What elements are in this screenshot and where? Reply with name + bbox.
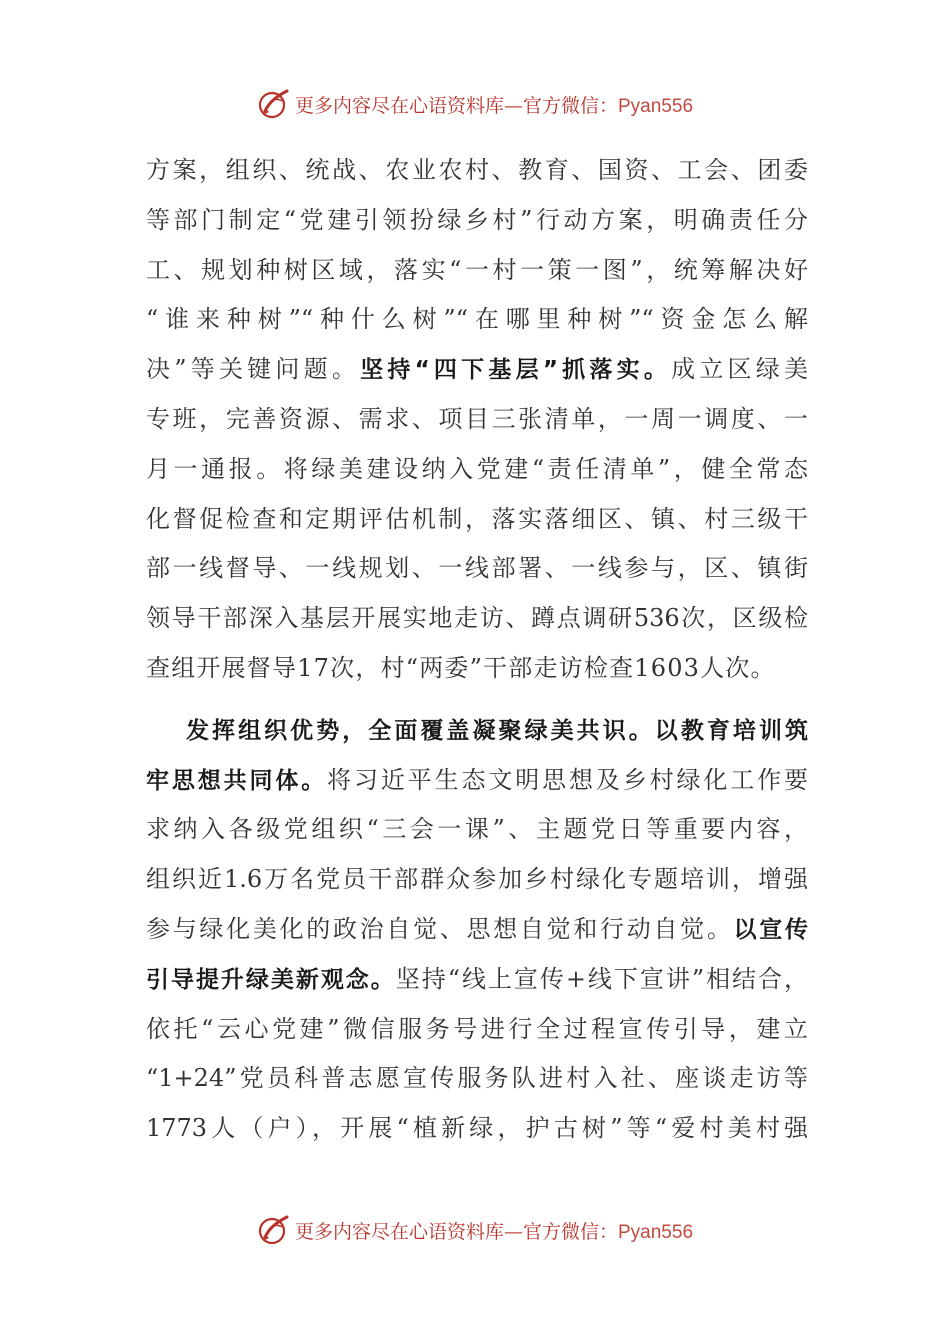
watermark-text <box>295 1217 693 1244</box>
bold-heading: 发挥组织优势，全面覆盖凝聚绿美共识。以教育培训筑 <box>186 717 808 744</box>
watermark-wechat-id: Pyan556 <box>618 1221 694 1243</box>
footer-watermark <box>0 1210 950 1250</box>
text-line <box>146 905 808 955</box>
text-line: 依托“云心党建”微信服务号进行全过程宣传引导，建立 <box>146 1014 808 1043</box>
pen-logo-icon <box>257 1213 291 1247</box>
header-watermark <box>0 84 950 124</box>
text-line: “1+24”党员科普志愿宣传服务队进村入社、座谈走访等 <box>146 1064 808 1093</box>
text-segment: 参与绿化美化的政治自觉、思想自觉和行动自觉。 <box>146 914 734 943</box>
text-line: 月一通报。将绿美建设纳入党建“责任清单”，健全常态 <box>146 454 808 483</box>
text-line: 领导干部深入基层开展实地走访、蹲点调研536次，区级检 <box>146 604 808 633</box>
watermark-dash: — <box>503 94 523 117</box>
text-line: 求纳入各级党组织“三会一课”、主题党日等重要内容， <box>146 815 808 844</box>
watermark-dash: — <box>503 1220 523 1243</box>
text-line <box>146 756 808 806</box>
watermark-library: 更多内容尽在心语资料库 <box>294 1220 504 1243</box>
document-body <box>146 146 808 1154</box>
text-segment: 决”等关键问题。 <box>146 355 361 384</box>
text-line: 部一线督导、一线规划、一线部署、一线参与，区、镇街 <box>146 554 808 583</box>
text-line: 等部门制定“党建引领扮绿乡村”行动方案，明确责任分 <box>146 205 808 234</box>
bold-heading: 牢思想共同体。 <box>146 767 328 794</box>
paragraph-1 <box>146 146 808 694</box>
watermark-text <box>295 91 693 118</box>
bold-heading: 坚持“四下基层”抓落实。 <box>360 357 672 384</box>
text-line <box>146 955 808 1005</box>
text-line: 查组开展督导17次，村“两委”干部走访检查1603人次。 <box>146 653 776 682</box>
bold-heading: 引导提升绿美新观念。 <box>146 966 396 993</box>
text-line <box>146 345 808 395</box>
watermark-label: 官方微信： <box>522 94 618 117</box>
watermark-label: 官方微信： <box>522 1220 618 1243</box>
watermark-library: 更多内容尽在心语资料库 <box>294 94 504 117</box>
pen-logo-icon <box>257 87 291 121</box>
text-line: “谁来种树”“种什么树”“在哪里种树”“资金怎么解 <box>146 305 808 334</box>
text-line <box>146 706 808 756</box>
text-line: 方案，组织、统战、农业农村、教育、国资、工会、团委 <box>146 156 808 184</box>
text-line: 工、规划种树区域，落实“一村一策一图”，统筹解决好 <box>146 255 808 284</box>
bold-heading: 以宣传 <box>733 916 809 943</box>
text-line: 专班，完善资源、需求、项目三张清单，一周一调度、一 <box>146 404 808 433</box>
text-segment: 坚持“线上宣传+线下宣讲”相结合， <box>395 964 808 993</box>
text-segment: 成立区绿美 <box>671 355 809 384</box>
text-segment: 将习近平生态文明思想及乡村绿化工作要 <box>327 765 808 794</box>
paragraph-2 <box>146 706 808 1154</box>
text-line: 1773人（户），开展“植新绿，护古树”等“爱村美村强 <box>146 1114 808 1143</box>
text-line: 组织近1.6万名党员干部群众参加乡村绿化专题培训，增强 <box>146 865 808 894</box>
watermark-wechat-id: Pyan556 <box>618 95 694 117</box>
text-line: 化督促检查和定期评估机制，落实落细区、镇、村三级干 <box>146 504 808 533</box>
